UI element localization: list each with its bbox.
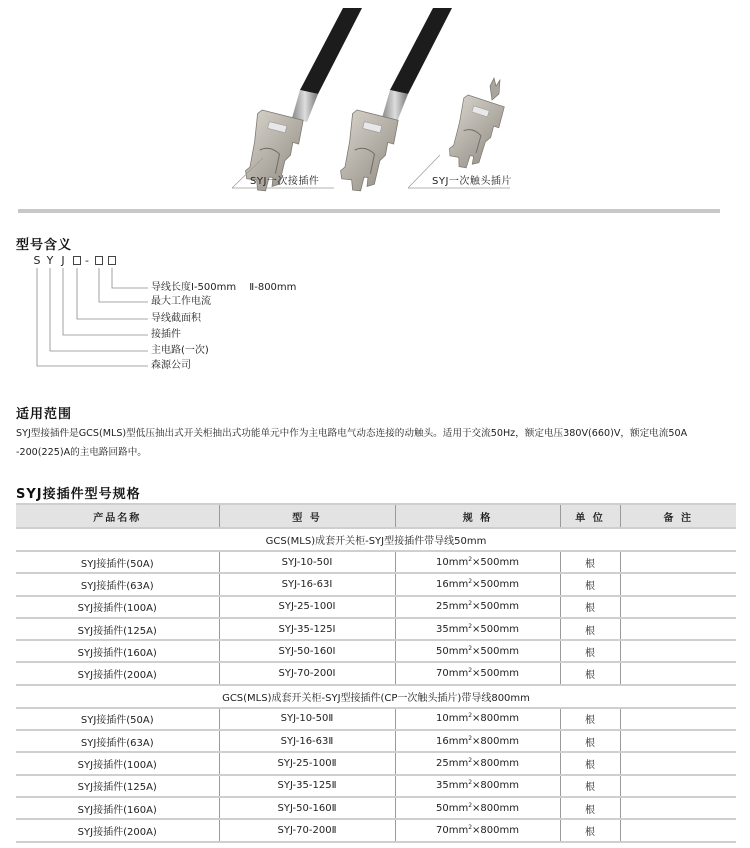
- spec-area: 35mm: [436, 623, 469, 635]
- cell-spec: [395, 797, 560, 819]
- header-unit: 单 位: [560, 504, 620, 528]
- label-cross-section: 导线截面积: [151, 313, 201, 324]
- code-char-j: J: [61, 254, 65, 267]
- table-row: [16, 797, 736, 819]
- label-connector: 接插件: [151, 329, 181, 340]
- cell-product-name: SYJ接插件(200A): [16, 662, 219, 684]
- connector-1-image: [244, 8, 362, 194]
- cell-product-name: SYJ接插件(200A): [16, 819, 219, 841]
- cell-model: SYJ-70-200Ⅰ: [219, 662, 395, 684]
- cell-spec: [395, 730, 560, 752]
- cell-model: SYJ-16-63Ⅱ: [219, 730, 395, 752]
- cell-unit: 根: [560, 708, 620, 730]
- cell-product-name: SYJ接插件(160A): [16, 640, 219, 662]
- spec-length: ×500mm: [472, 623, 519, 635]
- cell-product-name: SYJ接插件(63A): [16, 730, 219, 752]
- cell-note: [620, 797, 736, 819]
- label-company: 森源公司: [151, 360, 191, 371]
- code-char-s: S: [33, 254, 41, 267]
- spec-length: ×800mm: [472, 735, 519, 747]
- model-code-lines: [0, 0, 160, 380]
- spec-superscript: 2: [468, 577, 473, 585]
- connector-2-image: [339, 8, 452, 194]
- code-char-y: Y: [46, 254, 54, 267]
- cell-unit: 根: [560, 618, 620, 640]
- cell-model: SYJ-10-50Ⅰ: [219, 551, 395, 573]
- cell-note: [620, 752, 736, 774]
- cell-product-name: SYJ接插件(50A): [16, 551, 219, 573]
- spec-superscript: 2: [468, 644, 473, 652]
- table-row: [16, 730, 736, 752]
- cell-product-name: SYJ接插件(125A): [16, 775, 219, 797]
- spec-length: ×500mm: [472, 556, 519, 568]
- cell-note: [620, 730, 736, 752]
- spec-superscript: 2: [468, 555, 473, 563]
- cell-model: SYJ-70-200Ⅱ: [219, 819, 395, 841]
- table-section-row: [16, 685, 736, 708]
- cell-spec: [395, 551, 560, 573]
- spec-superscript: 2: [468, 823, 473, 831]
- spec-area: 25mm: [436, 758, 469, 770]
- cell-model: SYJ-35-125Ⅰ: [219, 618, 395, 640]
- cell-note: [620, 596, 736, 618]
- spec-table: [16, 503, 736, 843]
- table-section-row: [16, 528, 736, 551]
- table-row: [16, 596, 736, 618]
- cell-model: SYJ-10-50Ⅱ: [219, 708, 395, 730]
- spec-length: ×800mm: [472, 713, 519, 725]
- table-header-row: [16, 504, 736, 528]
- spec-superscript: 2: [468, 667, 473, 675]
- cell-note: [620, 640, 736, 662]
- table-row: [16, 640, 736, 662]
- cell-spec: [395, 775, 560, 797]
- spec-superscript: 2: [468, 600, 473, 608]
- spec-length: ×800mm: [472, 824, 519, 836]
- spec-superscript: 2: [468, 734, 473, 742]
- section-title: GCS(MLS)成套开关柜-SYJ型接插件(CP一次触头插片)带导线800mm: [16, 685, 736, 708]
- spec-superscript: 2: [468, 757, 473, 765]
- cell-product-name: SYJ接插件(100A): [16, 596, 219, 618]
- spec-length: ×500mm: [472, 645, 519, 657]
- label-max-current: 最大工作电流: [151, 296, 211, 307]
- section-title: GCS(MLS)成套开关柜-SYJ型接插件带导线50mm: [16, 528, 736, 551]
- cell-spec: [395, 640, 560, 662]
- spec-area: 50mm: [436, 802, 469, 814]
- cell-model: SYJ-25-100Ⅰ: [219, 596, 395, 618]
- spec-area: 70mm: [436, 668, 469, 680]
- cell-unit: 根: [560, 596, 620, 618]
- scope-paragraph-line-1: SYJ型接插件是GCS(MLS)型低压抽出式开关柜抽出式功能单元中作为主电路电气动态连接的动触头。适用于交流50Hz，额定电压380V(660)V，额定电流50A: [16, 428, 688, 439]
- cell-product-name: SYJ接插件(125A): [16, 618, 219, 640]
- spec-area: 25mm: [436, 601, 469, 613]
- table-row: [16, 551, 736, 573]
- spec-area: 70mm: [436, 824, 469, 836]
- table-row: [16, 618, 736, 640]
- cell-spec: [395, 662, 560, 684]
- cell-spec: [395, 752, 560, 774]
- table-row: [16, 819, 736, 841]
- cell-model: SYJ-16-63Ⅰ: [219, 573, 395, 595]
- cell-spec: [395, 708, 560, 730]
- spec-area: 16mm: [436, 735, 469, 747]
- spec-length: ×800mm: [472, 802, 519, 814]
- cell-spec: [395, 573, 560, 595]
- header-model: 型 号: [219, 504, 395, 528]
- header-product-name: 产品名称: [16, 504, 219, 528]
- spec-area: 35mm: [436, 780, 469, 792]
- spec-superscript: 2: [468, 712, 473, 720]
- cell-note: [620, 618, 736, 640]
- cell-product-name: SYJ接插件(160A): [16, 797, 219, 819]
- cell-product-name: SYJ接插件(100A): [16, 752, 219, 774]
- spec-area: 10mm: [436, 713, 469, 725]
- spec-area: 16mm: [436, 578, 469, 590]
- table-row: [16, 708, 736, 730]
- cell-unit: 根: [560, 730, 620, 752]
- cell-unit: 根: [560, 551, 620, 573]
- header-note: 备 注: [620, 504, 736, 528]
- cell-unit: 根: [560, 573, 620, 595]
- spec-superscript: 2: [468, 779, 473, 787]
- label-wire-length: 导线长度Ⅰ-500mm Ⅱ-800mm: [151, 282, 297, 293]
- spec-superscript: 2: [468, 622, 473, 630]
- label-main-circuit: 主电路(一次): [151, 345, 209, 356]
- caption-connector: SYJ一次接插件: [250, 176, 320, 187]
- spec-area: 10mm: [436, 556, 469, 568]
- spec-length: ×800mm: [472, 758, 519, 770]
- table-row: [16, 573, 736, 595]
- code-char-dash: -: [85, 254, 89, 267]
- cell-spec: [395, 596, 560, 618]
- header-spec: 规 格: [395, 504, 560, 528]
- caption-contact-blade: SYJ一次触头插片: [432, 176, 512, 187]
- scope-heading: 适用范围: [16, 407, 73, 422]
- cell-product-name: SYJ接插件(63A): [16, 573, 219, 595]
- cell-note: [620, 819, 736, 841]
- model-meaning-heading: 型号含义: [16, 238, 73, 253]
- table-row: [16, 662, 736, 684]
- cell-product-name: SYJ接插件(50A): [16, 708, 219, 730]
- contact-blade-image: [447, 78, 506, 172]
- cell-note: [620, 551, 736, 573]
- cell-note: [620, 662, 736, 684]
- cell-unit: 根: [560, 797, 620, 819]
- cell-model: SYJ-35-125Ⅱ: [219, 775, 395, 797]
- spec-area: 50mm: [436, 645, 469, 657]
- cell-spec: [395, 618, 560, 640]
- spec-length: ×800mm: [472, 780, 519, 792]
- table-row: [16, 752, 736, 774]
- cell-model: SYJ-50-160Ⅱ: [219, 797, 395, 819]
- cell-note: [620, 708, 736, 730]
- cell-unit: 根: [560, 662, 620, 684]
- cell-spec: [395, 819, 560, 841]
- cell-model: SYJ-25-100Ⅱ: [219, 752, 395, 774]
- cell-unit: 根: [560, 640, 620, 662]
- spec-heading: SYJ接插件型号规格: [16, 487, 141, 502]
- cell-unit: 根: [560, 752, 620, 774]
- spec-length: ×500mm: [472, 578, 519, 590]
- spec-superscript: 2: [468, 801, 473, 809]
- cell-model: SYJ-50-160Ⅰ: [219, 640, 395, 662]
- spec-length: ×500mm: [472, 668, 519, 680]
- cell-note: [620, 775, 736, 797]
- cell-unit: 根: [560, 775, 620, 797]
- table-row: [16, 775, 736, 797]
- cell-note: [620, 573, 736, 595]
- spec-length: ×500mm: [472, 601, 519, 613]
- scope-paragraph-line-2: -200(225)A的主电路回路中。: [16, 447, 147, 458]
- cell-unit: 根: [560, 819, 620, 841]
